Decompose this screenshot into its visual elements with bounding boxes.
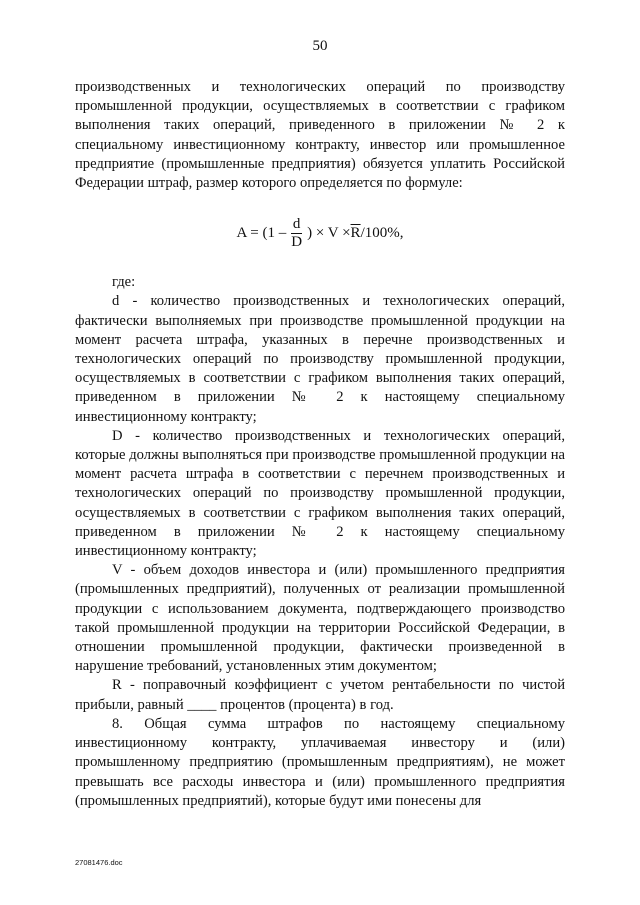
document-filename: 27081476.doc <box>75 858 123 867</box>
formula-rhs-a: ) × V × <box>307 224 351 241</box>
formula-lhs: A = (1 – <box>236 224 287 241</box>
formula-r-symbol: $\overline{R}$ <box>350 224 361 241</box>
formula-fraction <box>289 216 304 251</box>
formula-rhs-b: /100%, <box>360 224 404 241</box>
definition-V: V - объем доходов инвестора и (или) промышленного предприятия (промышленных предприятий), полученных от реализации промышленной продукции с использованием документа, подтверждающего производство такой промышленной продукции на территории Российской Федерации, в отношении промышленной продукции, фактически произведенной в нарушение требований, установленных этим документом; <box>75 562 565 675</box>
formula-numerator: d <box>292 215 301 232</box>
definition-d: d - количество производственных и технологических операций, фактически выполняемых при производстве промышленной продукции на момент расчета штрафа, указанных в перечне производственных и технологических операций по производству промышленной продукции, осуществляемых в соответствии с графиком выполнения таких операций, приведенном в приложении № 2 к настоящему специальному инвестиционному контракту; <box>75 293 565 425</box>
document-body <box>75 78 565 811</box>
paragraph-8: 8. Общая сумма штрафов по настоящему специальному инвестиционному контракту, уплачиваемая инвестору и (или) промышленному предприятию (промышленным предприятиям), не может превышать все расходы инвестора и (или) промышленного предприятия (промышленных предприятий), которые будут ими понесены для <box>75 715 565 809</box>
where-label: где: <box>112 274 136 291</box>
formula-denominator: D <box>291 233 303 250</box>
definition-R: R - поправочный коэффициент с учетом рентабельности по чистой прибыли, равный ____ процентов (процента) в год. <box>75 677 565 713</box>
definition-D: D - количество производственных и технологических операций, которые должны выполняться при производстве промышленной продукции на момент расчета штрафа в соответствии с перечнем производственных и технологических операций по производству промышленной продукции, осуществляемых в соответствии с графиком выполнения таких операций, приведенном в приложении № 2 к настоящему специальному инвестиционному контракту; <box>75 427 565 560</box>
paragraph-continuation: производственных и технологических операций по производству промышленной продукции, осуществляемых в соответствии с графиком выполнения таких операций, приведенного в приложении № 2 к специальному инвестиционному контракту, инвестор или промышленное предприятие (промышленные предприятия) обязуется уплатить Российской Федерации штраф, размер которого определяется по формуле: <box>75 79 565 192</box>
page-number: 50 <box>312 38 328 54</box>
penalty-formula <box>75 193 565 273</box>
